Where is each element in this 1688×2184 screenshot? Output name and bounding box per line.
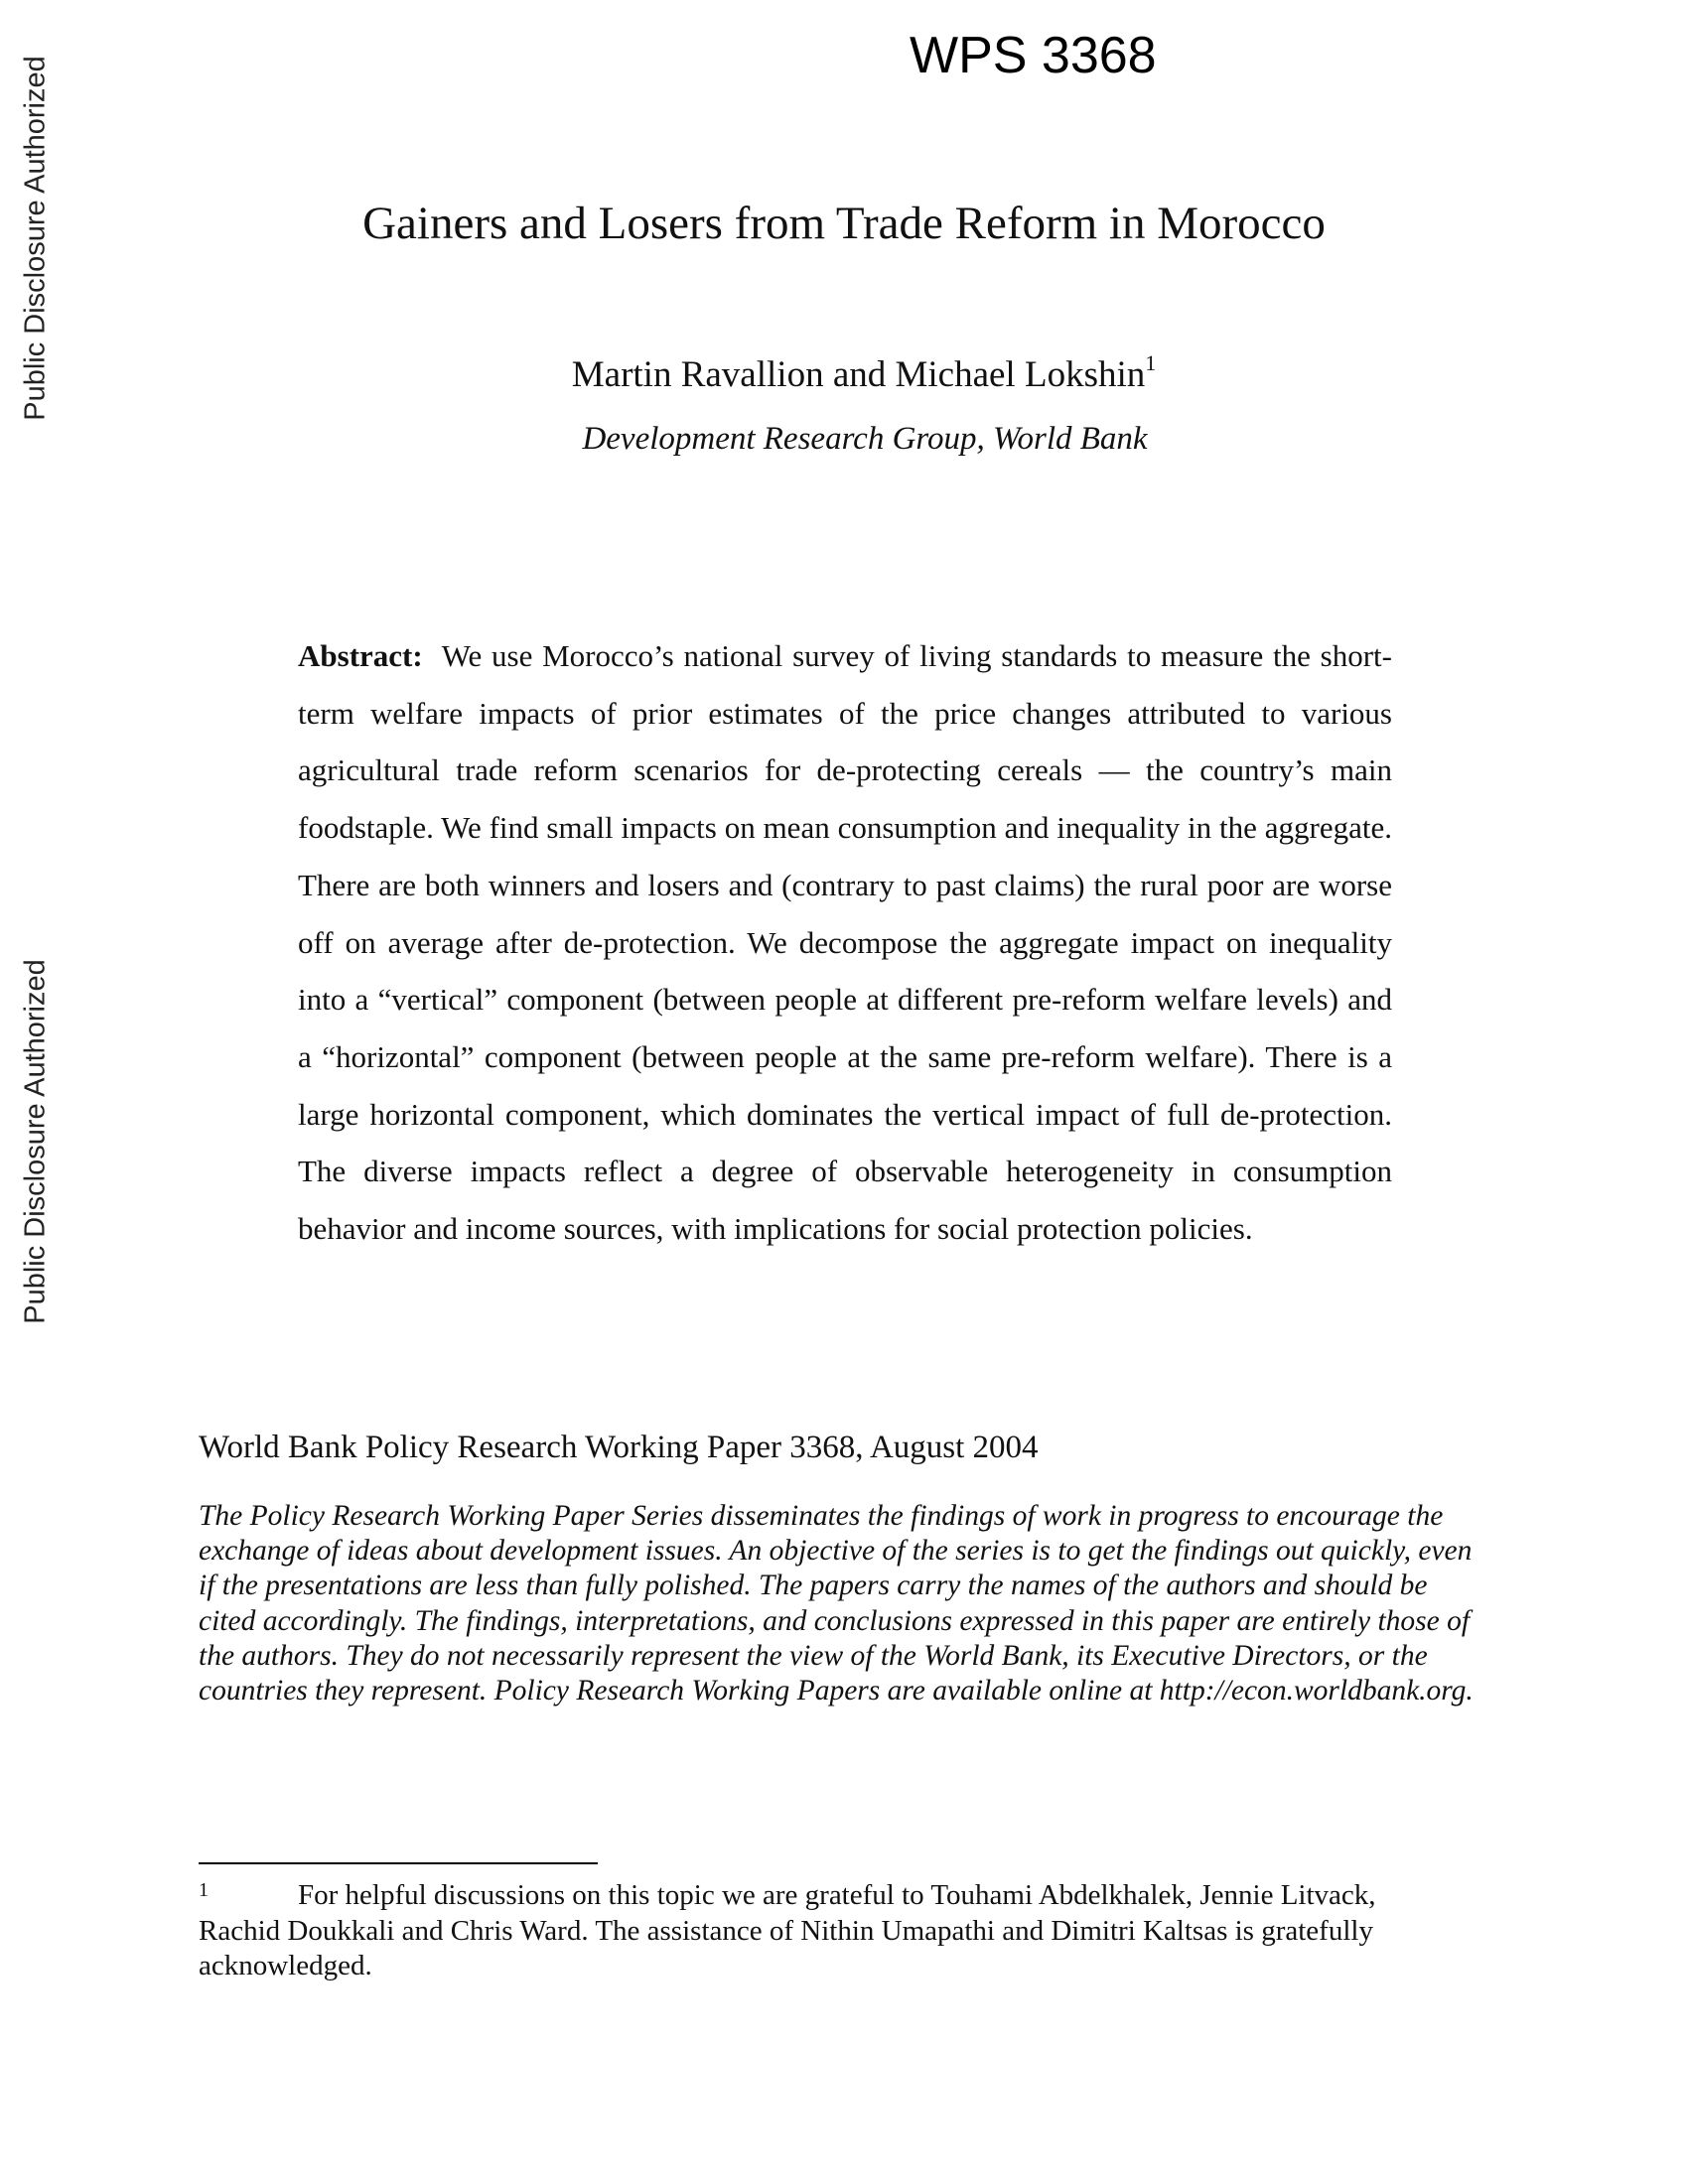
disclosure-stamp-top: Public Disclosure Authorized	[19, 56, 52, 421]
series-citation: World Bank Policy Research Working Paper 3368, August 2004	[199, 1430, 1039, 1465]
abstract-text: We use Morocco’s national survey of living standards to measure the short-term welfare impacts of prior estimates of the price changes attributed to various agricultural trade reform scenarios for de-protecting cereals — the country’s main foodstaple. We find small impacts on mean consumption and inequality in the aggregate. There are both winners and losers and (contrary to past claims) the rural poor are worse off on average after de-protection. We decompose the aggregate impact on inequality into a “vertical” component (between people at different pre-reform welfare levels) and a “horizontal” component (between people at the same pre-reform welfare). There is a large horizontal component, which dominates the vertical impact of full de-protection. The diverse impacts reflect a degree of observable heterogeneity in consumption behavior and income sources, with implications for social protection policies.	[298, 638, 1392, 1247]
footnote-separator	[199, 1862, 598, 1864]
author-names: Martin Ravallion and Michael Lokshin	[571, 354, 1146, 395]
author-footnote-mark: 1	[1145, 350, 1157, 375]
disclosure-stamp-bottom: Public Disclosure Authorized	[19, 959, 52, 1324]
author-line	[0, 350, 1688, 396]
paper-title: Gainers and Losers from Trade Reform in Morocco	[362, 198, 1326, 249]
abstract-paragraph	[298, 627, 1392, 1258]
abstract-label: Abstract:	[298, 638, 423, 673]
document-number: WPS 3368	[910, 27, 1157, 84]
series-disclaimer: The Policy Research Working Paper Series disseminates the findings of work in progress to encourage the exchange of ideas about development issues. An objective of the series is to get the findings out quickly, even if the presentations are less than fully polished. The papers carry the names of the authors and should be cited accordingly. The findings, interpretations, and conclusions expressed in this paper are entirely those of the authors. They do not necessarily represent the view of the World Bank, its Executive Directors, or the countries they represent. Policy Research Working Papers are available online at http://econ.worldbank.org.	[199, 1500, 1474, 1707]
footnote: 1 For helpful discussions on this topic we are grateful to Touhami Abdelkhalek, Jennie Litvack, Rachid Doukkali and Chris Ward. The assistance of Nithin Umapathi and Dimitri Kaltsas is gratefully acknowledged.	[199, 1879, 1376, 1981]
footnote-text: For helpful discussions on this topic we are grateful to Touhami Abdelkhalek, Jennie Litvack, Rachid Doukkali and Chris Ward. The assistance of Nithin Umapathi and Dimitri Kaltsas is gratefully acknowledged.	[199, 1879, 1376, 1981]
author-affiliation: Development Research Group, World Bank	[582, 421, 1148, 457]
